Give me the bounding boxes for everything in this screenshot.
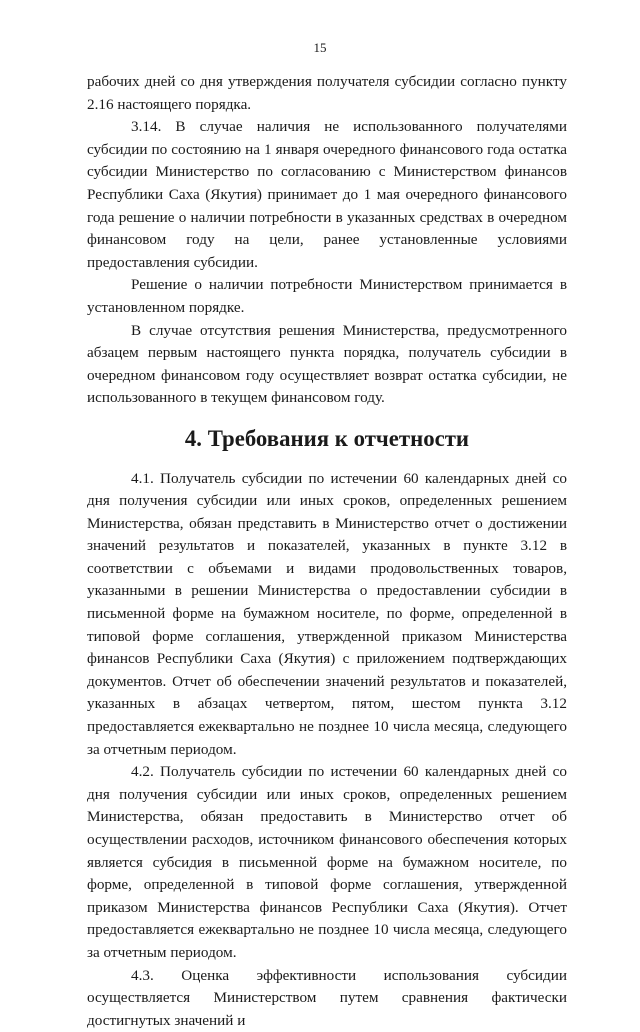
paragraph-4-3: 4.3. Оценка эффективности использования субсидии осуществляется Министерством путем сравнения фактически достигнутых значений и [87, 966, 567, 1029]
page-number: 15 [313, 40, 327, 55]
paragraph-3-14: 3.14. В случае наличия не использованного получателями субсидии по состоянию на 1 января очередного финансового года остатка субсидии Министерство по согласованию с Министерством финансов Республики Саха (Якутия) принимает до 1 мая очередного финансового года решение о наличии потребности в указанных средствах в очередном финансовом году на цели, ранее установленные условиями предоставления субсидии. [87, 118, 567, 271]
paragraph-4-1: 4.1. Получатель субсидии по истечении 60 календарных дней со дня получения субсидии или иных сроков, определенных решением Министерства, обязан представить в Министерство отчет о достижении значений результатов и показателей, указанных в пункте 3.12 в соответствии с объемами и видами продовольственных товаров, указанными в решении Министерства о предоставлении субсидии в письменной форме на бумажном носителе, по форме, определенной в типовой форме соглашения, утвержденной приказом Министерства финансов Республики Саха (Якутия) с приложением подтверждающих документов. Отчет об обеспечении значений результатов и показателей, указанных в абзацах четвертом, пятом, шестом пункта 3.12 предоставляется ежеквартально не позднее 10 числа месяца, следующего за отчетным периодом. [87, 469, 567, 758]
section-heading: 4. Требования к отчетности [184, 425, 470, 451]
paragraph-no-decision: В случае отсутствия решения Министерства, предусмотренного абзацем первым настоящего пункта порядка, получатель субсидии в очередном финансовом году осуществляет возврат остатка субсидии, не использованного в текущем финансовом году. [87, 321, 567, 407]
paragraph-continuation: рабочих дней со дня утверждения получателя субсидии согласно пункту 2.16 настоящего порядка. [87, 73, 567, 113]
paragraph-decision: Решение о наличии потребности Министерством принимается в установленном порядке. [87, 276, 567, 316]
paragraph-4-2: 4.2. Получатель субсидии по истечении 60 календарных дней со дня получения субсидии или иных сроков, определенных решением Министерства, обязан предоставить в Министерство отчет об осуществлении расходов, источником финансового обеспечения которых является субсидия в письменной форме на бумажном носителе, по форме, определенной в типовой форме соглашения, утвержденной приказом Министерства финансов Республики Саха (Якутия). Отчет предоставляется ежеквартально не позднее 10 числа месяца, следующего за отчетным периодом. [87, 763, 567, 961]
document-body [87, 71, 567, 1032]
